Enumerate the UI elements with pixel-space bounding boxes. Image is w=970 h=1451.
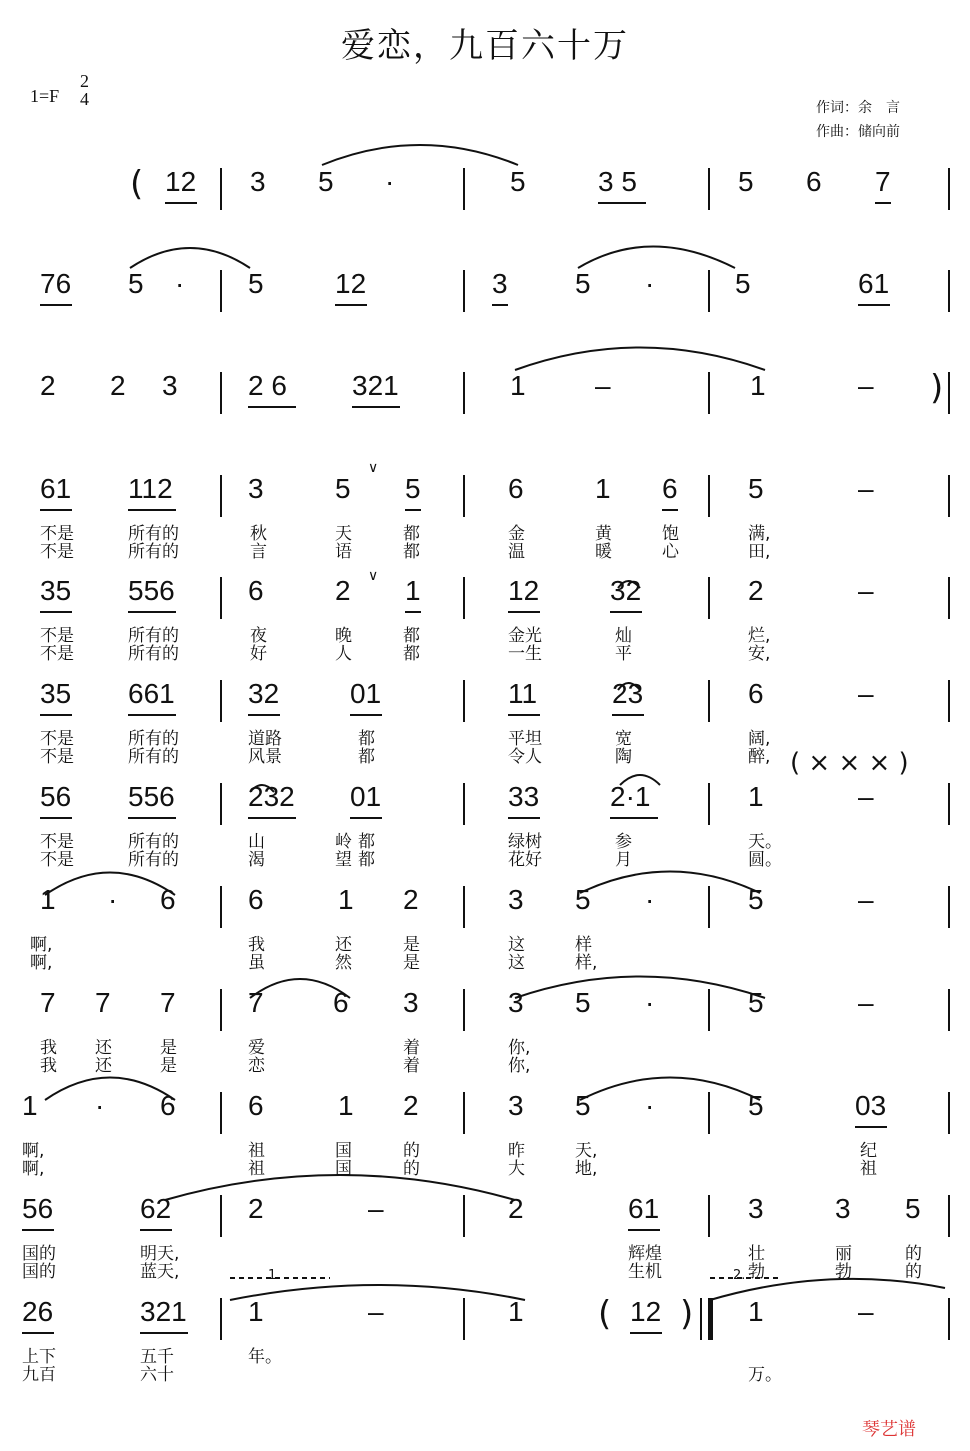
watermark: 琴艺谱 <box>862 1419 916 1440</box>
tie-arc <box>45 1078 175 1101</box>
lyric-word: 大 <box>508 1159 525 1179</box>
lyric-word: 黄 <box>595 524 612 544</box>
lyricist: 作词：余 言 <box>816 100 900 116</box>
note: 2 <box>403 1090 419 1121</box>
volta-2: 2. <box>733 1268 746 1283</box>
note: 5 <box>318 166 334 197</box>
note: 6 <box>806 166 822 197</box>
note: – <box>858 1296 874 1327</box>
lyric-word: 着 <box>403 1056 420 1076</box>
note: 2·1 <box>610 781 651 812</box>
lyric-word: 万。 <box>748 1365 782 1385</box>
lyric-word: 秋 <box>250 524 267 544</box>
lyric-word: 生机 <box>628 1262 662 1282</box>
note: 2 <box>335 575 351 606</box>
lyric-word: 虽 <box>248 953 265 973</box>
lyric-word: 天。 <box>748 832 782 852</box>
tie-arc <box>580 872 760 894</box>
lyric-word: 五千 <box>140 1347 174 1367</box>
lyric-word: 都 <box>358 850 375 870</box>
note: 5 <box>335 473 351 504</box>
tie-arc <box>620 775 660 785</box>
note: 6 <box>748 678 764 709</box>
note: – <box>368 1296 384 1327</box>
note: 2 <box>40 370 56 401</box>
tie-arc <box>250 979 350 998</box>
note: 321 <box>352 370 399 401</box>
lyric-word: 是 <box>160 1038 177 1058</box>
note: 3 <box>748 1193 764 1224</box>
lyric-word: 陶 <box>615 747 632 767</box>
note: 61 <box>40 473 72 504</box>
note: · <box>645 1090 655 1121</box>
tie-arc <box>230 1285 525 1300</box>
note: 3 <box>508 884 524 915</box>
lyric-word: 样 <box>575 935 592 955</box>
lyric-word: 年。 <box>248 1347 282 1367</box>
tie-arc <box>578 247 735 269</box>
lyric-word: 平坦 <box>508 729 542 749</box>
note: 3 <box>492 268 508 299</box>
note: 1 <box>508 1296 524 1327</box>
breath-mark: ∨ <box>368 460 379 476</box>
note: 5 <box>748 1090 764 1121</box>
note: 321 <box>140 1296 187 1327</box>
lyric-word: 不是 <box>40 644 74 664</box>
lyric-word: 所有的 <box>128 626 179 646</box>
lyric-word: 还 <box>95 1038 112 1058</box>
note: · <box>385 166 395 197</box>
note: 5 <box>128 268 144 299</box>
lyric-word: 都 <box>358 832 375 852</box>
tie-arc <box>515 977 765 999</box>
note: 01 <box>350 781 382 812</box>
note: ) <box>930 368 944 408</box>
lyric-word: 是 <box>403 953 420 973</box>
note: 5 <box>738 166 754 197</box>
lyric-word: 的 <box>905 1244 922 1264</box>
note: – <box>858 678 874 709</box>
note: 1 <box>748 1296 764 1327</box>
lyric-word: 绿树 <box>508 832 542 852</box>
lyric-word: 岭 <box>335 832 352 852</box>
lyric-word: 啊, <box>22 1141 45 1161</box>
note: – <box>595 370 611 401</box>
lyric-word: 的 <box>403 1159 420 1179</box>
note: 7 <box>248 987 264 1018</box>
note: 5 <box>248 268 264 299</box>
tie-arc <box>165 1175 515 1200</box>
key-signature: 1=F <box>30 86 60 106</box>
lyric-word: 国 <box>335 1141 352 1161</box>
lyric-word: 不是 <box>40 729 74 749</box>
tie-arc <box>515 348 765 371</box>
lyric-word: 啊, <box>22 1159 45 1179</box>
lyric-word: 田, <box>748 542 771 562</box>
note: 112 <box>128 473 173 504</box>
note: 1 <box>40 884 56 915</box>
lyric-word: 你, <box>508 1056 531 1076</box>
lyric-word: 所有的 <box>128 729 179 749</box>
lyric-word: 晚 <box>335 626 352 646</box>
note: 2 <box>110 370 126 401</box>
note: – <box>858 781 874 812</box>
lyric-word: 你, <box>508 1038 531 1058</box>
lyric-word: 参 <box>615 832 632 852</box>
lyric-word: 天, <box>575 1141 598 1161</box>
lyric-word: 我 <box>40 1038 57 1058</box>
note: 61 <box>628 1193 660 1224</box>
lyric-word: 还 <box>335 935 352 955</box>
lyric-word: 勃 <box>835 1262 852 1282</box>
note: 1 <box>595 473 611 504</box>
lyric-word: 阔, <box>748 729 771 749</box>
note: – <box>858 370 874 401</box>
note: 6 <box>248 884 264 915</box>
note: 6 <box>248 575 264 606</box>
lyric-word: 都 <box>358 729 375 749</box>
note: – <box>368 1193 384 1224</box>
lyric-word: 是 <box>160 1056 177 1076</box>
note: 5 <box>405 473 421 504</box>
lyric-word: 都 <box>358 747 375 767</box>
note: 12 <box>165 166 197 197</box>
note: 61 <box>858 268 890 299</box>
note: – <box>858 473 874 504</box>
note: 1 <box>22 1090 38 1121</box>
lyric-word: 花好 <box>508 850 542 870</box>
note: · <box>645 268 655 299</box>
lyric-word: 不是 <box>40 832 74 852</box>
lyric-word: 着 <box>403 1038 420 1058</box>
lyric-word: 祖 <box>248 1141 265 1161</box>
note: 3 <box>508 987 524 1018</box>
lyric-word: 所有的 <box>128 850 179 870</box>
tie-arc <box>580 1078 760 1101</box>
lyric-word: 金光 <box>508 626 542 646</box>
note: 32 <box>248 678 280 709</box>
note: 1 <box>338 884 354 915</box>
note: 76 <box>40 268 72 299</box>
note: 5 <box>905 1193 921 1224</box>
note: 03 <box>855 1090 887 1121</box>
song-title: 爱恋，九百六十万 <box>341 26 629 66</box>
lyric-word: 令人 <box>508 747 542 767</box>
note: 01 <box>350 678 382 709</box>
note: ( <box>130 164 144 204</box>
lyric-word: 所有的 <box>128 644 179 664</box>
note: 556 <box>128 575 175 606</box>
note: 32 <box>610 575 642 606</box>
lyric-word: 不是 <box>40 747 74 767</box>
note: 5 <box>510 166 526 197</box>
lyric-word: 地, <box>575 1159 598 1179</box>
lyric-word: 的 <box>905 1262 922 1282</box>
lyric-word: 月 <box>615 850 632 870</box>
note: 556 <box>128 781 175 812</box>
note: 56 <box>22 1193 54 1224</box>
lyric-word: 明天, <box>140 1244 180 1264</box>
lyric-word: 望 <box>335 850 352 870</box>
lyric-word: 平 <box>615 644 632 664</box>
lyric-word: 上下 <box>22 1347 56 1367</box>
lyric-word: 恋 <box>248 1056 265 1076</box>
note: 1 <box>248 1296 264 1327</box>
lyric-word: 壮 <box>748 1244 765 1264</box>
lyric-word: 蓝天, <box>140 1262 180 1282</box>
lyric-word: 我 <box>248 935 265 955</box>
note: 6 <box>333 987 349 1018</box>
note: 5 <box>748 987 764 1018</box>
note: 7 <box>40 987 56 1018</box>
lyric-word: 醉, <box>748 747 771 767</box>
note: 33 <box>508 781 540 812</box>
note: 1 <box>510 370 526 401</box>
lyric-word: 九百 <box>22 1365 56 1385</box>
composer: 作曲：储向前 <box>816 124 900 140</box>
lyric-word: 不是 <box>40 850 74 870</box>
lyric-word: 祖 <box>860 1159 877 1179</box>
lyric-word: 道路 <box>248 729 282 749</box>
lyric-word: 所有的 <box>128 832 179 852</box>
note: 35 <box>40 678 72 709</box>
lyric-word: 灿 <box>615 626 632 646</box>
note: 1 <box>750 370 766 401</box>
note: 1 <box>405 575 421 606</box>
note: 6 <box>248 1090 264 1121</box>
lyric-word: 安, <box>748 644 771 664</box>
note: 3 <box>835 1193 851 1224</box>
lyric-word: 国 <box>335 1159 352 1179</box>
lyric-word: 风景 <box>248 747 282 767</box>
note: 26 <box>22 1296 54 1327</box>
lyric-word: 温 <box>508 542 525 562</box>
lyric-word: 六十 <box>140 1365 174 1385</box>
tie-arc <box>322 145 518 165</box>
note: 7 <box>160 987 176 1018</box>
note: · <box>108 884 118 915</box>
lyric-word: 这 <box>508 953 525 973</box>
note: · <box>645 987 655 1018</box>
lyric-word: 暖 <box>595 542 612 562</box>
note: 1 <box>748 781 764 812</box>
note: 6 <box>508 473 524 504</box>
lyric-word: 山 <box>248 832 265 852</box>
tie-arc <box>45 873 175 896</box>
note: 3 <box>250 166 266 197</box>
lyric-word: 是 <box>403 935 420 955</box>
lyric-word: 国的 <box>22 1262 56 1282</box>
note: 3 <box>508 1090 524 1121</box>
note: 2 <box>248 1193 264 1224</box>
lyric-word: 丽 <box>835 1244 852 1264</box>
lyric-word: 国的 <box>22 1244 56 1264</box>
note: 3 <box>162 370 178 401</box>
lyric-word: 辉煌 <box>628 1244 662 1264</box>
lyric-word: 都 <box>403 524 420 544</box>
note: – <box>858 987 874 1018</box>
note: 232 <box>248 781 295 812</box>
lyric-word: 所有的 <box>128 747 179 767</box>
note: 5 <box>748 473 764 504</box>
tie-arc <box>130 248 250 268</box>
lyric-word: 心 <box>662 542 679 562</box>
lyric-word: 啊, <box>30 935 53 955</box>
lyric-word: 爱 <box>248 1038 265 1058</box>
note: · <box>645 884 655 915</box>
note: 661 <box>128 678 175 709</box>
time-top: 2 <box>80 71 89 91</box>
note: 35 <box>40 575 72 606</box>
note: 5 <box>575 884 591 915</box>
lyric-word: 都 <box>403 644 420 664</box>
note: 2 6 <box>248 370 287 401</box>
note: 5 <box>748 884 764 915</box>
note: ) <box>680 1294 694 1334</box>
note: · <box>95 1090 105 1121</box>
lyric-word: 言 <box>250 542 267 562</box>
note: 12 <box>630 1296 662 1327</box>
lyric-word: 都 <box>403 542 420 562</box>
note: 2 <box>403 884 419 915</box>
lyric-word: 还 <box>95 1056 112 1076</box>
note: · <box>175 268 185 299</box>
time-bottom: 4 <box>80 89 89 109</box>
breath-mark: ∨ <box>368 568 379 584</box>
lyric-word: 昨 <box>508 1141 525 1161</box>
note: 56 <box>40 781 72 812</box>
lyric-word: 啊, <box>30 953 53 973</box>
volta-1: 1. <box>268 1268 281 1283</box>
lyric-word: 不是 <box>40 542 74 562</box>
lyric-word: 不是 <box>40 524 74 544</box>
note: 5 <box>575 268 591 299</box>
lyric-word: 的 <box>403 1141 420 1161</box>
lyric-word: 然 <box>335 953 352 973</box>
lyric-word: 样, <box>575 953 598 973</box>
lyric-word: 祖 <box>248 1159 265 1179</box>
lyric-word: 勃 <box>748 1262 765 1282</box>
note: 6 <box>662 473 678 504</box>
lyric-word: 好 <box>250 644 267 664</box>
note: 3 <box>403 987 419 1018</box>
lyric-word: 我 <box>40 1056 57 1076</box>
note: 62 <box>140 1193 172 1224</box>
lyric-word: 所有的 <box>128 524 179 544</box>
tie-arc <box>250 785 274 792</box>
lyric-word: 所有的 <box>128 542 179 562</box>
note: 6 <box>160 1090 176 1121</box>
lyric-word: 夜 <box>250 626 267 646</box>
lyric-word: 满, <box>748 524 771 544</box>
lyric-word: 不是 <box>40 626 74 646</box>
note: 7 <box>875 166 891 197</box>
lyric-word: 纪 <box>860 1141 877 1161</box>
lyric-word: 天 <box>335 524 352 544</box>
lyric-word: 金 <box>508 524 525 544</box>
note: 2 <box>748 575 764 606</box>
lyric-word: 烂, <box>748 626 771 646</box>
note: 12 <box>508 575 540 606</box>
lyric-word: 宽 <box>615 729 632 749</box>
interlude-mark: ( × × × ) <box>790 748 909 778</box>
lyric-word: 圆。 <box>748 850 782 870</box>
note: 7 <box>95 987 111 1018</box>
note: 6 <box>160 884 176 915</box>
note: 1 <box>338 1090 354 1121</box>
lyric-word: 这 <box>508 935 525 955</box>
lyric-word: 语 <box>335 542 352 562</box>
note: 12 <box>335 268 367 299</box>
tie-arc <box>618 683 640 690</box>
note: 23 <box>612 678 644 709</box>
tie-arc <box>618 581 640 588</box>
note: 5 <box>735 268 751 299</box>
note: 2 <box>508 1193 524 1224</box>
note: – <box>858 575 874 606</box>
lyric-word: 都 <box>403 626 420 646</box>
note: 11 <box>508 678 538 709</box>
lyric-word: 渴 <box>248 850 265 870</box>
lyric-word: 人 <box>335 644 352 664</box>
lyric-word: 饱 <box>662 524 679 544</box>
note: ( <box>598 1294 612 1334</box>
note: 3 5 <box>598 166 637 197</box>
note: 5 <box>575 1090 591 1121</box>
note: 3 <box>248 473 264 504</box>
note: – <box>858 884 874 915</box>
lyric-word: 一生 <box>508 644 542 664</box>
note: 5 <box>575 987 591 1018</box>
